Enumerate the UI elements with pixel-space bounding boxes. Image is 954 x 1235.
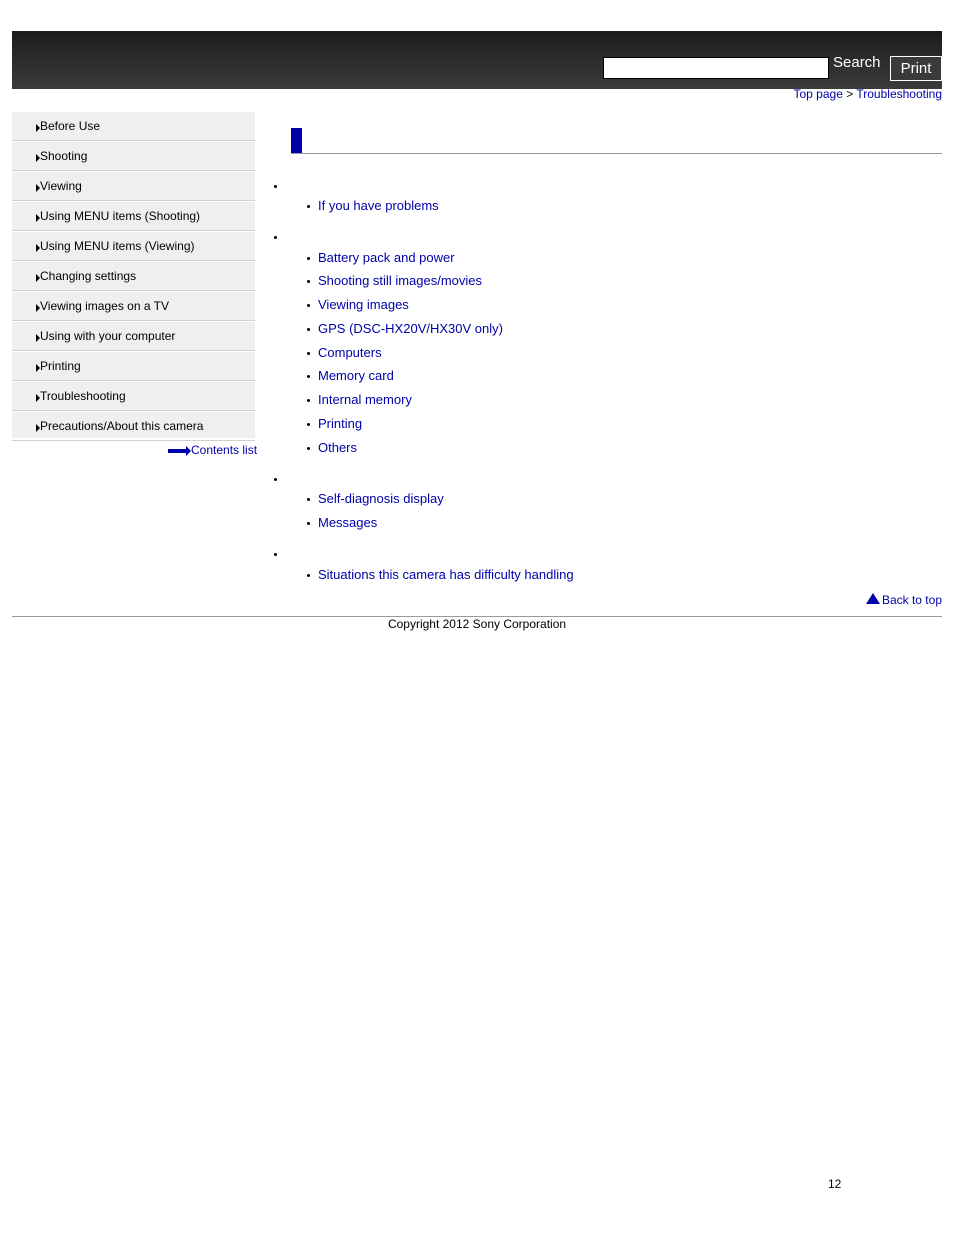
print-button[interactable]: Print — [890, 56, 942, 81]
bullet-icon — [307, 205, 310, 208]
sidebar-item-label: Using with your computer — [40, 329, 176, 343]
sidebar-item-label: Viewing images on a TV — [40, 299, 169, 313]
bullet-icon — [307, 399, 310, 402]
triangle-right-icon — [36, 424, 40, 432]
bullet-icon — [307, 522, 310, 525]
page-title-marker — [291, 128, 302, 154]
sidebar-item-label: Viewing — [40, 179, 82, 193]
breadcrumb-top-page-link[interactable]: Top page — [793, 87, 843, 101]
link-others[interactable]: Others — [318, 440, 358, 455]
list-item — [307, 439, 357, 457]
sidebar-item-shooting[interactable] — [12, 141, 255, 171]
sidebar-item-label: Using MENU items (Shooting) — [40, 209, 201, 223]
list-item — [307, 391, 412, 409]
list-item — [307, 514, 377, 532]
triangle-right-icon — [36, 394, 40, 402]
triangle-up-icon — [866, 593, 880, 604]
page-number: 12 — [828, 1177, 842, 1191]
list-item — [307, 249, 455, 267]
search-input[interactable] — [604, 58, 828, 78]
list-item — [307, 197, 439, 215]
link-shooting-still-images-movies[interactable]: Shooting still images/movies — [318, 273, 483, 288]
link-internal-memory[interactable]: Internal memory — [318, 392, 412, 407]
bullet-icon — [307, 352, 310, 355]
triangle-right-icon — [36, 364, 40, 372]
section-bullet — [274, 478, 277, 481]
copyright-text: Copyright 2012 Sony Corporation — [387, 617, 567, 631]
search-button[interactable]: Search — [833, 54, 881, 71]
link-gps[interactable]: GPS (DSC-HX20V/HX30V only) — [318, 321, 503, 336]
link-battery-pack-power[interactable]: Battery pack and power — [318, 250, 455, 265]
link-viewing-images[interactable]: Viewing images — [318, 297, 409, 312]
sidebar-item-label: Changing settings — [40, 269, 137, 283]
bullet-icon — [307, 280, 310, 283]
bullet-icon — [307, 423, 310, 426]
list-item — [307, 344, 382, 362]
link-self-diagnosis-display[interactable]: Self-diagnosis display — [318, 491, 444, 506]
triangle-right-icon — [36, 154, 40, 162]
sidebar-item-label: Using MENU items (Viewing) — [40, 239, 195, 253]
link-memory-card[interactable]: Memory card — [318, 368, 394, 383]
bullet-icon — [307, 257, 310, 260]
breadcrumb-troubleshooting-link[interactable]: Troubleshooting — [856, 87, 942, 101]
triangle-right-icon — [36, 244, 40, 252]
list-item — [307, 272, 482, 290]
sidebar-item-label: Precautions/About this camera — [40, 419, 204, 433]
bullet-icon — [307, 574, 310, 577]
back-to-top-label: Back to top — [881, 593, 942, 607]
triangle-right-icon — [36, 334, 40, 342]
section-bullet — [274, 185, 277, 188]
triangle-right-icon — [36, 184, 40, 192]
sidebar-item-troubleshooting[interactable] — [12, 381, 255, 411]
section-bullet — [274, 553, 277, 556]
sidebar-item-printing[interactable] — [12, 351, 255, 381]
list-item — [307, 566, 574, 584]
sidebar-item-menu-shooting[interactable] — [12, 201, 255, 231]
triangle-right-icon — [36, 124, 40, 132]
breadcrumb-separator: > — [846, 87, 854, 101]
section-bullet — [274, 236, 277, 239]
title-divider — [291, 153, 942, 154]
list-item — [307, 320, 503, 338]
link-if-you-have-problems[interactable]: If you have problems — [318, 198, 439, 213]
sidebar-item-label: Printing — [40, 359, 81, 373]
list-item — [307, 415, 362, 433]
triangle-right-icon — [36, 304, 40, 312]
link-computers[interactable]: Computers — [318, 345, 382, 360]
sidebar-item-viewing[interactable] — [12, 171, 255, 201]
link-printing[interactable]: Printing — [318, 416, 363, 431]
sidebar-item-label: Before Use — [40, 119, 101, 133]
sidebar-item-label: Troubleshooting — [40, 389, 126, 403]
sidebar-item-viewing-on-tv[interactable] — [12, 291, 255, 321]
sidebar-nav — [12, 111, 255, 438]
sidebar-item-label: Shooting — [40, 149, 88, 163]
list-item — [307, 296, 409, 314]
bullet-icon — [307, 375, 310, 378]
bullet-icon — [307, 447, 310, 450]
contents-list-label: Contents list — [191, 443, 258, 457]
contents-list-link[interactable] — [168, 443, 257, 457]
bullet-icon — [307, 328, 310, 331]
sidebar-item-menu-viewing[interactable] — [12, 231, 255, 261]
list-item — [307, 490, 444, 508]
bullet-icon — [307, 498, 310, 501]
bullet-icon — [307, 304, 310, 307]
sidebar-item-changing-settings[interactable] — [12, 261, 255, 291]
arrow-right-icon — [168, 449, 188, 453]
list-item — [307, 367, 394, 385]
triangle-right-icon — [36, 274, 40, 282]
sidebar-item-precautions[interactable] — [12, 411, 255, 441]
triangle-right-icon — [36, 214, 40, 222]
sidebar-item-before-use[interactable] — [12, 111, 255, 141]
link-situations-difficulty[interactable]: Situations this camera has difficulty handling — [318, 567, 574, 582]
breadcrumb — [794, 87, 943, 101]
back-to-top-link[interactable] — [866, 593, 942, 607]
sidebar-item-using-computer[interactable] — [12, 321, 255, 351]
link-messages[interactable]: Messages — [318, 515, 378, 530]
